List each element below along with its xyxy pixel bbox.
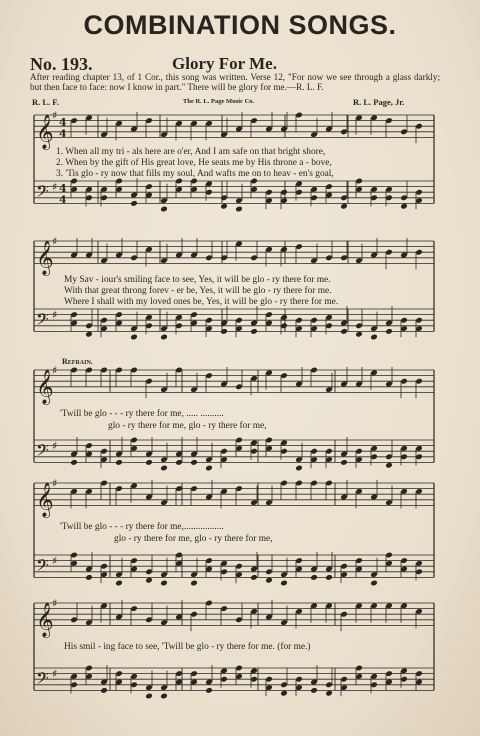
note-head: [100, 687, 108, 694]
time-sig-bottom: 4: [59, 127, 67, 141]
s2-verse3: Where I shall with my loved ones be, Yes, it will be glo - ry there for me.: [64, 297, 339, 307]
note-head: [370, 334, 378, 341]
note-head: [265, 577, 273, 584]
treble-clef: 𝄞: [36, 602, 54, 638]
note-head: [85, 574, 93, 581]
note-head: [85, 331, 93, 338]
treble-clef: 𝄞: [36, 369, 54, 405]
note-head: [160, 334, 168, 341]
note-head: [250, 328, 258, 335]
composer: R. L. Page, Jr.: [353, 97, 405, 107]
key-sharp: ♯: [52, 180, 58, 194]
bass-clef: 𝄢: [36, 308, 49, 333]
note-head: [280, 690, 288, 697]
note-head: [220, 328, 228, 335]
note-head: [340, 203, 348, 210]
time-sig-bottom: 4: [59, 193, 67, 207]
treble-clef: 𝄞: [36, 114, 54, 150]
note-head: [310, 687, 318, 694]
note-head: [160, 693, 168, 700]
s2-verse1: My Sav - iour's smiling face to see, Yes, it will be glo - ry there for me.: [64, 275, 331, 285]
note-head: [115, 580, 123, 587]
note-head: [220, 203, 228, 210]
refrain-line1-upper: 'Twill be glo - - - ry there for me, ..... ..........: [60, 409, 224, 419]
time-sig-top: 4: [59, 116, 67, 130]
note-head: [340, 328, 348, 335]
lyricist-initials: R. L. F.: [32, 97, 59, 107]
note-head: [400, 203, 408, 210]
key-sharp: ♯: [52, 308, 58, 322]
note-head: [205, 465, 213, 472]
note-head: [160, 465, 168, 472]
key-sharp: ♯: [52, 477, 58, 490]
bass-clef: 𝄢: [36, 554, 49, 579]
note-head: [235, 206, 243, 213]
key-sharp: ♯: [52, 597, 58, 610]
note-head: [115, 459, 123, 466]
bass-clef: 𝄢: [36, 180, 49, 205]
treble-clef: 𝄞: [36, 240, 54, 276]
song-title: Glory For Me.: [172, 54, 277, 73]
note-head: [385, 328, 393, 335]
note-head: [325, 574, 333, 581]
refrain-line1-lower: glo - ry there for me, glo - ry there for me,: [108, 421, 267, 431]
refrain-line3: His smil - ing face to see, 'Twill be glo - ry there for me. (for me.): [64, 642, 311, 652]
note-head: [205, 687, 213, 694]
note-head: [145, 577, 153, 584]
key-sharp: ♯: [52, 554, 58, 568]
key-sharp: ♯: [52, 109, 58, 122]
note-head: [340, 459, 348, 466]
time-sig-top: 4: [59, 182, 67, 196]
note-head: [130, 200, 138, 207]
note-head: [250, 574, 258, 581]
note-head: [145, 693, 153, 700]
note-head: [160, 206, 168, 213]
key-sharp: ♯: [52, 667, 58, 681]
s2-verse2: With that great throng forev - er be, Yes, it will be glo - ry there for me.: [64, 286, 332, 296]
s1-verse1: 1. When all my tri - als here are o'er, And I am safe on that bright shore,: [56, 147, 326, 157]
note-head: [145, 459, 153, 466]
s1-verse3: 3. 'Tis glo - ry now that fills my soul, And wafts me on to heav - en's goal,: [56, 169, 334, 179]
publisher: The R. L. Page Music Co.: [183, 98, 255, 105]
note-head: [190, 580, 198, 587]
note-head: [280, 580, 288, 587]
note-head: [355, 331, 363, 338]
treble-clef: 𝄞: [36, 482, 54, 518]
note-head: [385, 462, 393, 469]
refrain-label: Refrain.: [62, 357, 93, 366]
note-head: [70, 459, 78, 466]
note-head: [295, 465, 303, 472]
key-sharp: ♯: [52, 235, 58, 248]
bass-clef: 𝄢: [36, 439, 49, 464]
intro-text: After reading chapter 13, of 1 Cor., this song was written. Verse 12, "For now we see through a glass darkly; but then face to face: now I know in part." There will be glory for me.—R. L. F.: [30, 72, 440, 92]
note-head: [190, 459, 198, 466]
song-number: No. 193.: [30, 54, 93, 74]
note-head: [325, 690, 333, 697]
s1-verse2: 2. When by the gift of His great love, He seats me by His throne a - bove,: [56, 158, 332, 168]
note-head: [310, 574, 318, 581]
book-title: COMBINATION SONGS.: [83, 10, 397, 40]
bass-clef: 𝄢: [36, 667, 49, 692]
note-head: [160, 580, 168, 587]
note-head: [130, 334, 138, 341]
note-head: [370, 580, 378, 587]
key-sharp: ♯: [52, 439, 58, 453]
refrain-line2-upper: 'Twill be glo - - - ry there for me,.................: [60, 522, 224, 532]
refrain-line2-lower: glo - ry there for me, glo - ry there for me,: [114, 534, 273, 544]
key-sharp: ♯: [52, 364, 58, 377]
